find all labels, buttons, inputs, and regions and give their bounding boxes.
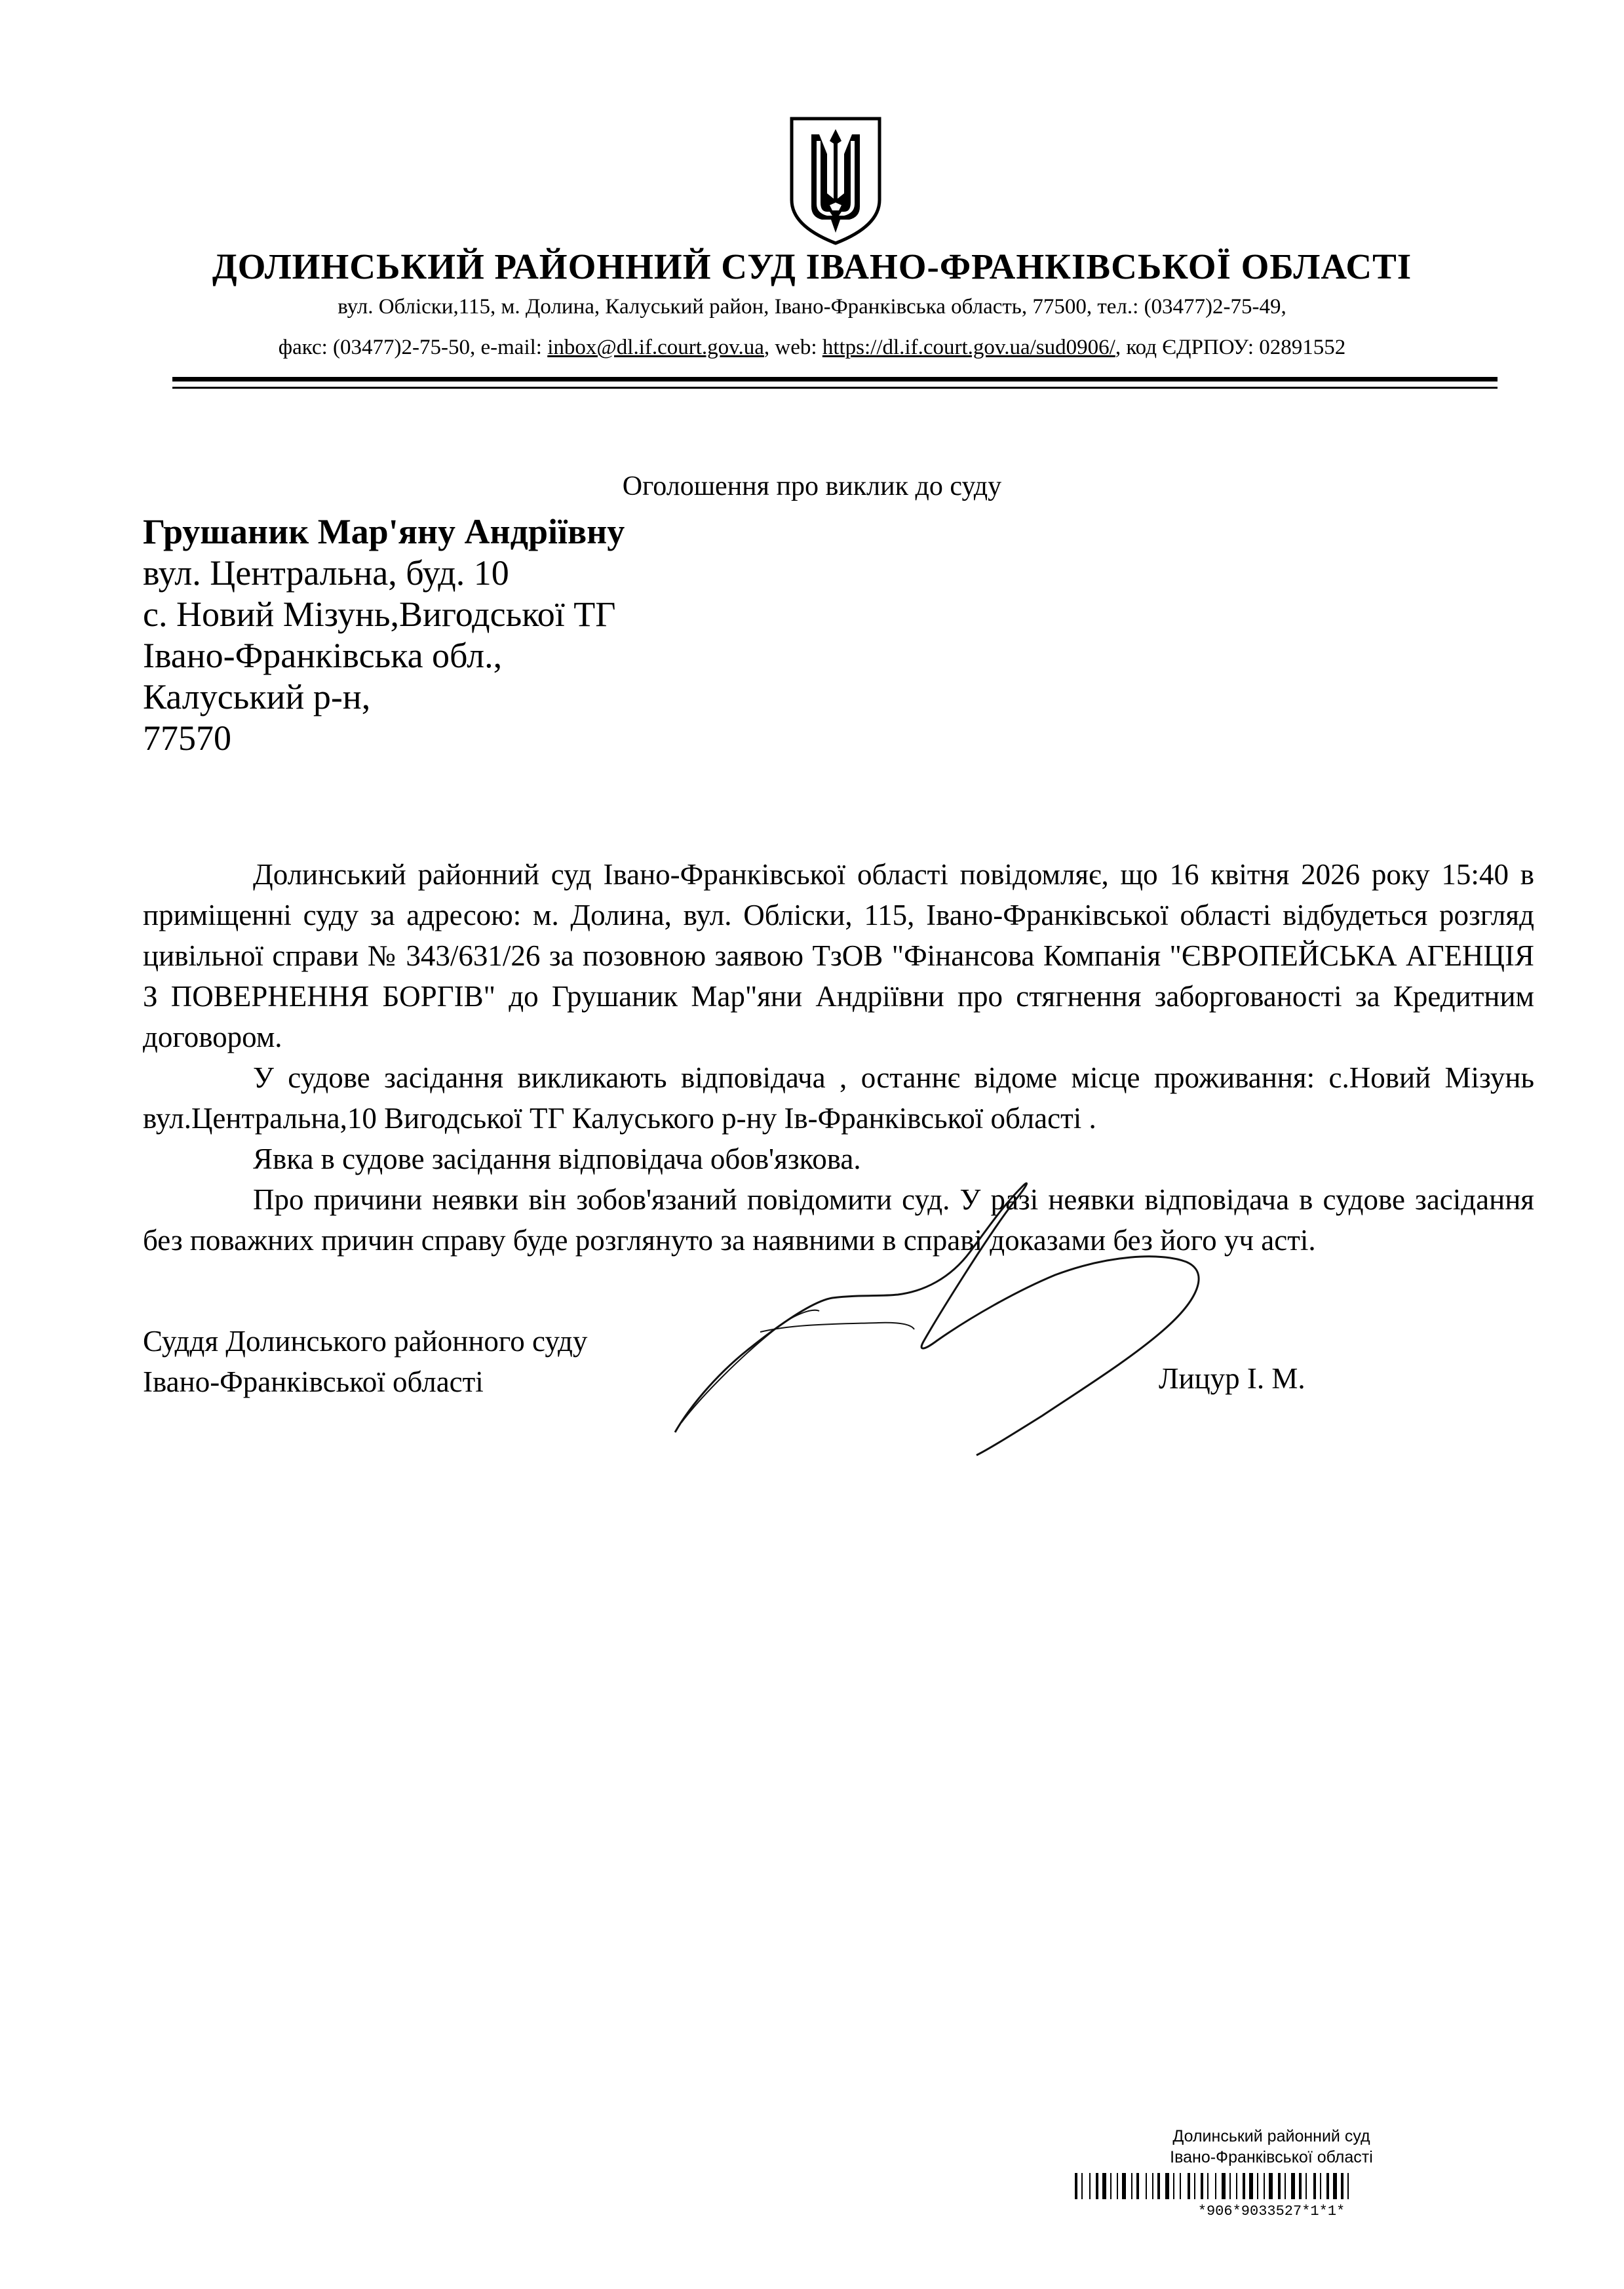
header-divider-thick bbox=[172, 377, 1498, 382]
barcode-bar bbox=[1243, 2173, 1245, 2199]
barcode-bar bbox=[1201, 2173, 1203, 2199]
web-label: , web: bbox=[764, 336, 822, 359]
edrpou-code: , код ЄДРПОУ: 02891552 bbox=[1115, 336, 1346, 359]
barcode-bar bbox=[1249, 2173, 1253, 2199]
judge-court: Івано-Франківської області bbox=[143, 1365, 484, 1398]
barcode-bar bbox=[1089, 2173, 1091, 2199]
recipient-address-line: с. Новий Мізунь,Вигодської ТГ bbox=[143, 595, 616, 634]
barcode-bar bbox=[1146, 2173, 1147, 2199]
signature-title bbox=[143, 1321, 587, 1402]
recipient-address-line: 77570 bbox=[143, 718, 231, 758]
stamp-court-name: Долинський районний суд bbox=[1172, 2127, 1370, 2145]
document-title: Оголошення про виклик до суду bbox=[622, 471, 1002, 501]
notice-paragraph: Долинський районний суд Івано-Франківської області повідомляє, що 16 квітня 2026 року 15:40 в приміщенні суду за адресою: м. Долина, вул. Обліски, 115, Івано-Франківської області відбудеться розгляд цивільної справи № 343/631/26 за позовною заявою ТзОВ "Фінансова Компанія "ЄВРОПЕЙСЬКА АГЕНЦІЯ З ПОВЕРНЕННЯ БОРГІВ" до Грушаник Мар"яни Андріївни про стягнення заборгованості за Кредитним договором. bbox=[143, 858, 1534, 1053]
header-divider-thin bbox=[172, 387, 1498, 389]
barcode-bar bbox=[1291, 2173, 1295, 2199]
barcode-bar bbox=[1136, 2173, 1139, 2199]
recipient-block bbox=[143, 511, 625, 759]
barcode-bar bbox=[1236, 2173, 1237, 2199]
barcode-bar bbox=[1269, 2173, 1273, 2199]
barcode-bar bbox=[1341, 2173, 1344, 2199]
recipient-address-line: Івано-Франківська обл., bbox=[143, 636, 503, 675]
barcode-number: *906*9033527*1*1* bbox=[1197, 2203, 1345, 2220]
barcode-bar bbox=[1081, 2173, 1083, 2199]
barcode-bar bbox=[1207, 2173, 1208, 2199]
notice-paragraph: Явка в судове засідання відповідача обов'язкова. bbox=[253, 1143, 861, 1175]
barcode-bar bbox=[1157, 2173, 1160, 2199]
barcode-bar bbox=[1194, 2173, 1195, 2199]
barcode-bar bbox=[1188, 2173, 1190, 2199]
notice-paragraph: У судове засідання викликають відповідача , останнє відоме місце проживання: с.Новий Мізунь вул.Центральна,10 Вигодської ТГ Калуського р-ну Ів-Франківської області . bbox=[143, 1061, 1534, 1135]
barcode-bar bbox=[1110, 2173, 1112, 2199]
court-address: вул. Обліски,115, м. Долина, Калуський район, Івано-Франківська область, 77500, тел.: (03477)2-75-49, bbox=[338, 295, 1286, 319]
barcode-bar bbox=[1173, 2173, 1174, 2199]
barcode-bar bbox=[1165, 2173, 1169, 2199]
email-link[interactable]: inbox@dl.if.court.gov.ua bbox=[547, 336, 764, 359]
barcode-bar bbox=[1326, 2173, 1329, 2199]
recipient-address-line: Калуський р-н, bbox=[143, 677, 371, 716]
judge-position: Суддя Долинського районного суду bbox=[143, 1325, 588, 1358]
registration-stamp bbox=[1075, 2127, 1624, 2288]
barcode-bar bbox=[1347, 2173, 1349, 2199]
website-link[interactable]: https://dl.if.court.gov.ua/sud0906/ bbox=[822, 336, 1115, 359]
barcode-bar bbox=[1122, 2173, 1126, 2199]
court-name: ДОЛИНСЬКИЙ РАЙОННИЙ СУД ІВАНО-ФРАНКІВСЬКОЇ ОБЛАСТІ bbox=[212, 246, 1412, 286]
barcode-bar bbox=[1320, 2173, 1321, 2199]
barcode-bar bbox=[1180, 2173, 1181, 2199]
judge-name: Лицур І. М. bbox=[1159, 1362, 1305, 1395]
barcode-bar bbox=[1264, 2173, 1265, 2199]
fax-label: факс: (03477)2-75-50, e-mail: bbox=[278, 336, 548, 359]
coat-of-arms-icon bbox=[786, 115, 885, 246]
barcode-bar bbox=[1102, 2173, 1106, 2199]
barcode bbox=[1075, 2173, 1543, 2199]
barcode-bar bbox=[1305, 2173, 1307, 2199]
barcode-bar bbox=[1215, 2173, 1216, 2199]
barcode-bar bbox=[1131, 2173, 1132, 2199]
stamp-region: Івано-Франківської області bbox=[1170, 2148, 1373, 2166]
barcode-bar bbox=[1299, 2173, 1302, 2199]
barcode-bar bbox=[1117, 2173, 1118, 2199]
barcode-bar bbox=[1257, 2173, 1258, 2199]
barcode-bar bbox=[1285, 2173, 1286, 2199]
handwritten-signature bbox=[662, 1160, 1239, 1475]
recipient-address-line: вул. Центральна, буд. 10 bbox=[143, 553, 509, 593]
barcode-bar bbox=[1333, 2173, 1337, 2199]
barcode-bar bbox=[1096, 2173, 1098, 2199]
notice-paragraph: Про причини неявки він зобов'язаний повідомити суд. У разі неявки відповідача в судове засідання без поважних причин справу буде розглянуто за наявними в справі доказами без його уч асті. bbox=[143, 1183, 1534, 1257]
barcode-bar bbox=[1229, 2173, 1231, 2199]
barcode-bar bbox=[1222, 2173, 1226, 2199]
barcode-bar bbox=[1278, 2173, 1281, 2199]
barcode-bar bbox=[1152, 2173, 1153, 2199]
court-contacts bbox=[0, 336, 1624, 360]
barcode-bar bbox=[1313, 2173, 1316, 2199]
barcode-bar bbox=[1075, 2173, 1077, 2199]
recipient-name: Грушаник Мар'яну Андріївну bbox=[143, 512, 625, 551]
